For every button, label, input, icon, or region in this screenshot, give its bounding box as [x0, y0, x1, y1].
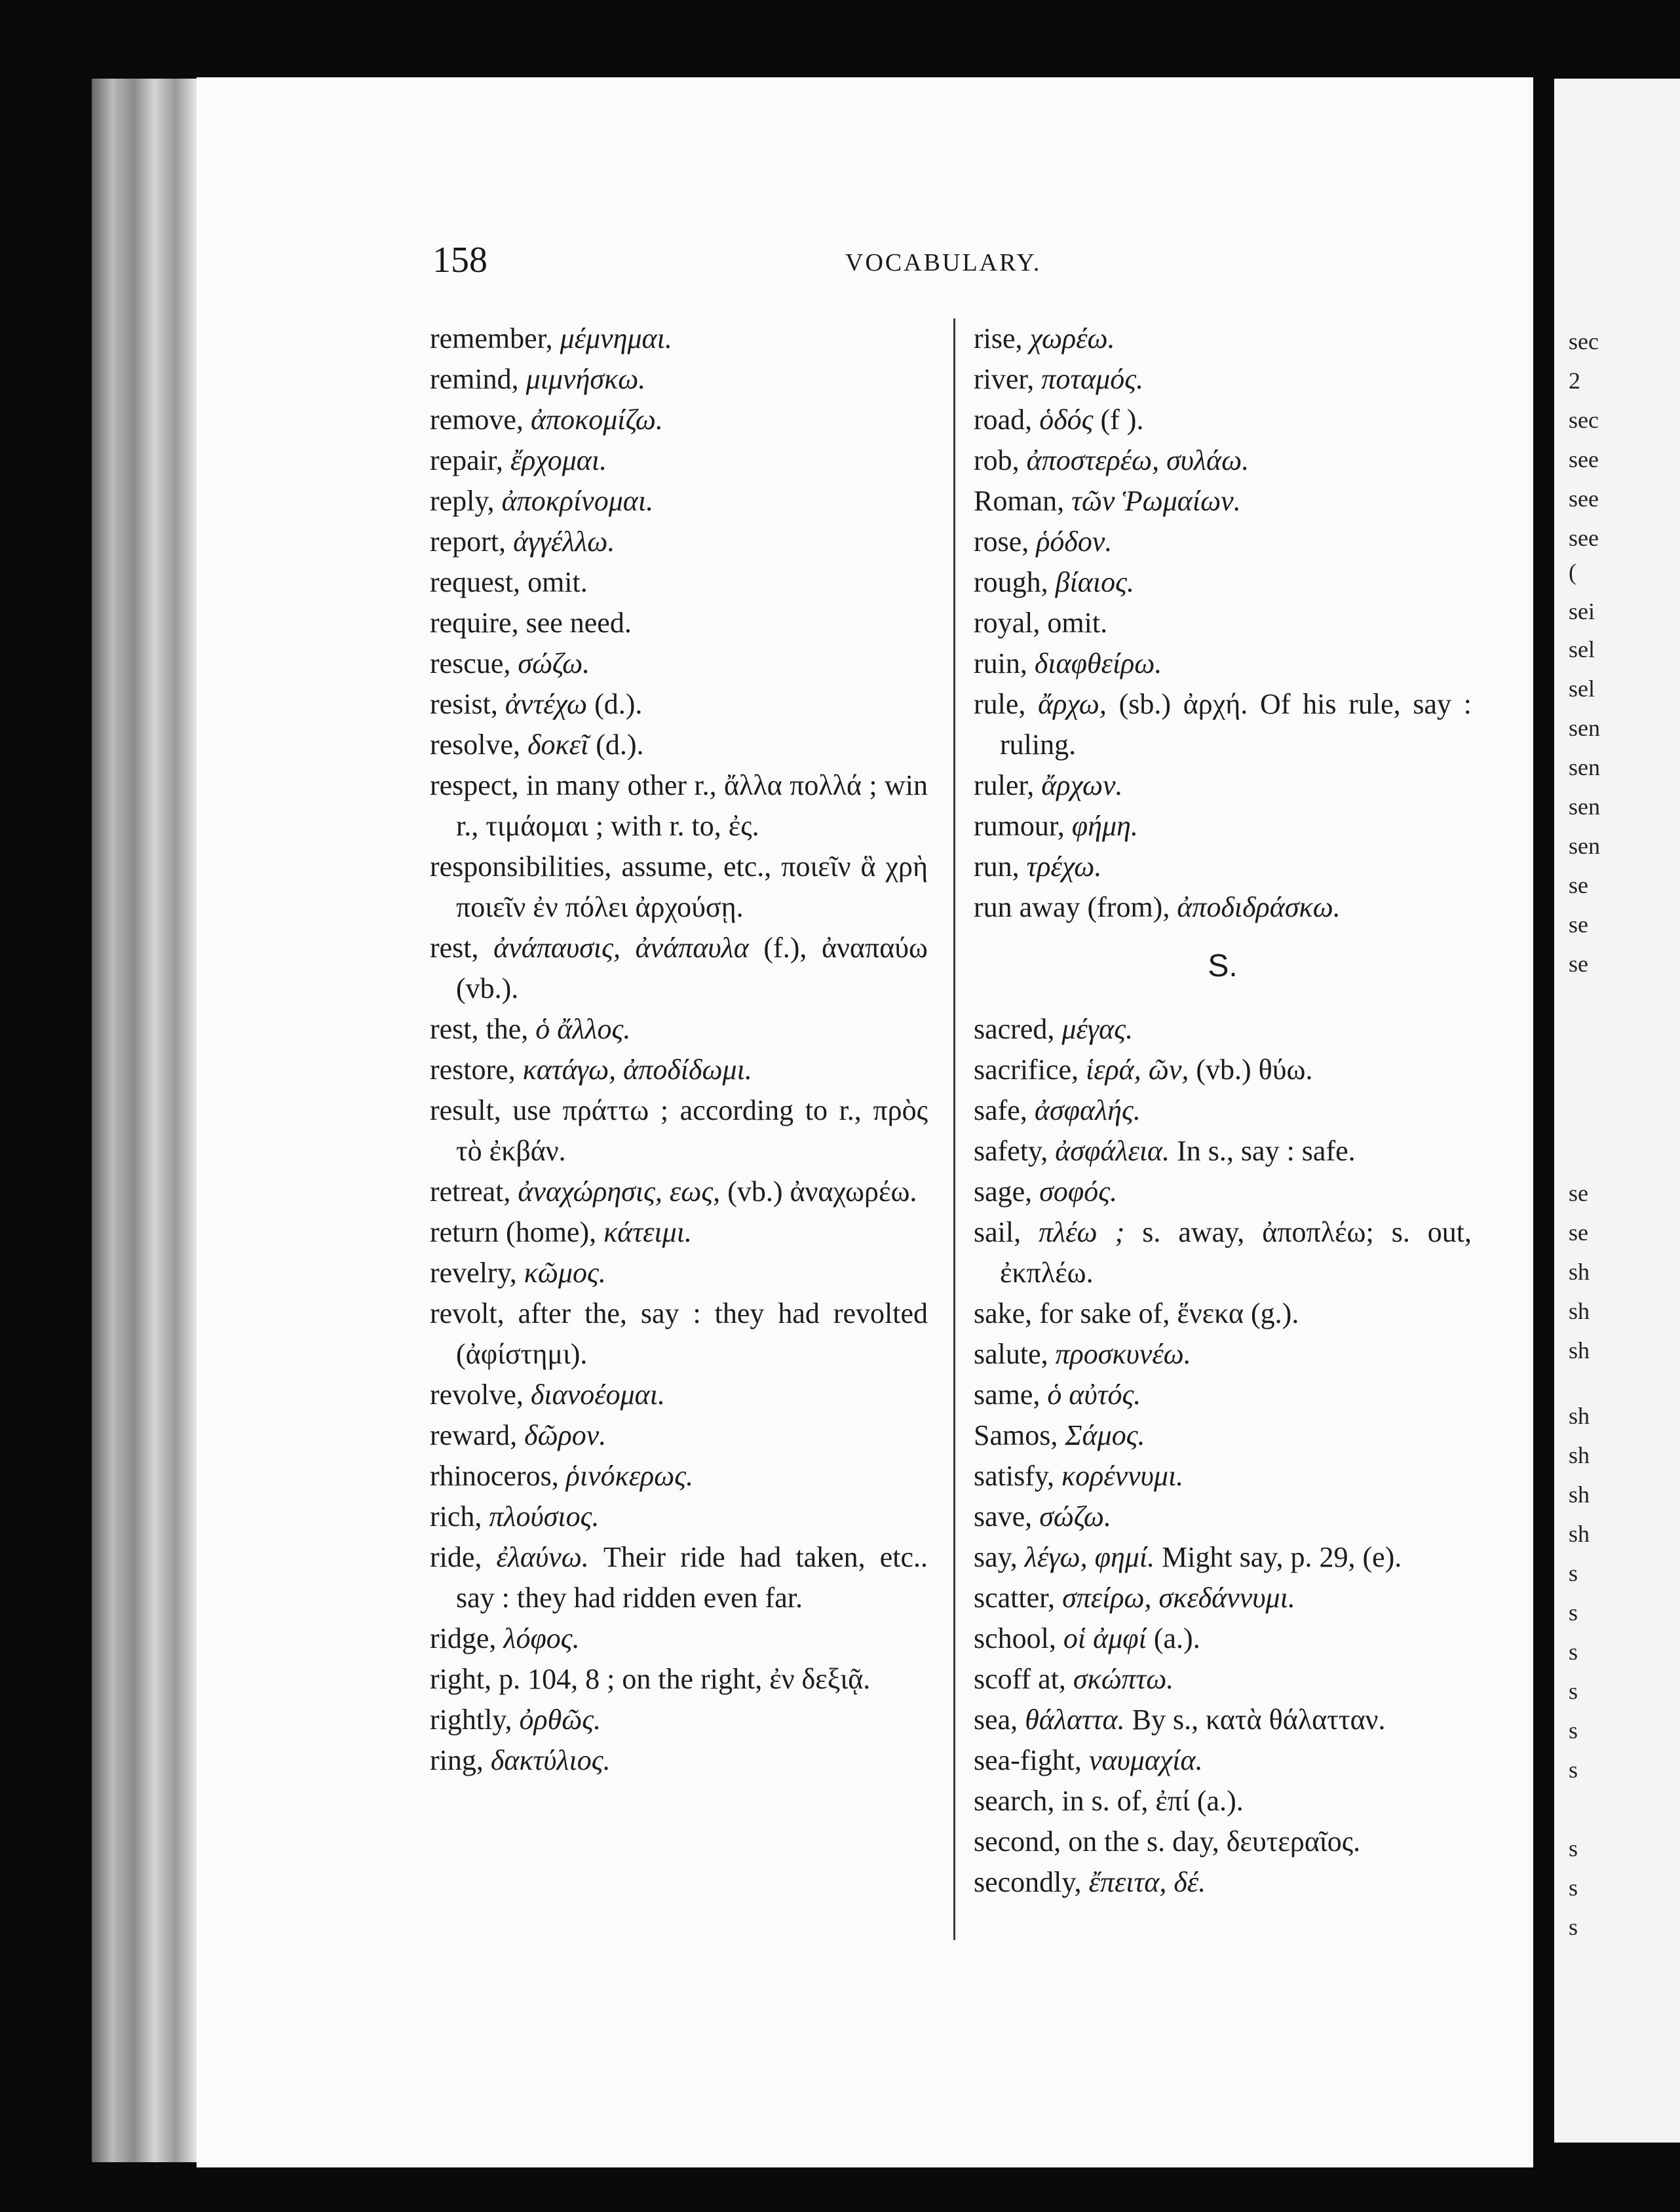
greek-gloss: ἀποδιδράσκω.: [1177, 891, 1341, 923]
vocab-entry: [430, 359, 928, 400]
s-entries: [974, 1009, 1472, 1903]
greek-gloss: ὀρθῶς.: [519, 1704, 601, 1736]
vocab-entry: [974, 1821, 1472, 1862]
vocab-entry: [974, 643, 1472, 684]
headword: revolt,: [430, 1297, 505, 1329]
vocab-entry: [430, 847, 928, 928]
greek-gloss: ἀσφάλεια.: [1055, 1135, 1170, 1167]
vocab-entry: [974, 1740, 1472, 1781]
vocab-entry: [974, 1050, 1472, 1090]
vocab-entry: [430, 440, 928, 481]
vocab-entry: [974, 1375, 1472, 1415]
vocab-entry: [430, 725, 928, 765]
headword: request,: [430, 566, 521, 598]
next-page-text-fragment: sei: [1569, 598, 1595, 624]
greek-gloss: ἀποστερέω, συλάω.: [1026, 444, 1250, 476]
greek-gloss: μέμνημαι.: [560, 322, 672, 354]
headword: restore,: [430, 1054, 516, 1086]
vocab-entry: [974, 765, 1472, 806]
vocab-entry: [430, 1456, 928, 1497]
headword: resolve,: [430, 729, 521, 761]
entry-note: omit.: [1047, 607, 1108, 639]
vocab-entry: [974, 359, 1472, 400]
next-page-text-fragment: sel: [1569, 676, 1595, 702]
entry-note: omit.: [527, 566, 588, 598]
vocab-entry: [430, 1293, 928, 1375]
vocab-entry: [430, 1172, 928, 1212]
headword: sacred,: [974, 1013, 1055, 1045]
next-page-text-fragment: sen: [1569, 715, 1600, 741]
vocab-entry: [430, 1253, 928, 1293]
entry-note: p. 104, 8 ; on the right, ἐν δεξιᾷ.: [499, 1663, 871, 1695]
entry-note: (vb.) ἀναχωρέω.: [727, 1175, 917, 1208]
vocab-entry: [974, 481, 1472, 522]
r-entries: [974, 318, 1472, 928]
headword: rose,: [974, 525, 1029, 558]
next-page-text-fragment: see: [1569, 446, 1599, 472]
entry-note: on the s. day, δευτεραῖος.: [1068, 1825, 1361, 1858]
column-divider: [953, 318, 955, 1940]
next-page-text-fragment: sec: [1569, 328, 1599, 354]
headword: sage,: [974, 1175, 1033, 1208]
greek-gloss: μέγας.: [1061, 1013, 1134, 1045]
vocab-entry: [974, 400, 1472, 440]
headword: resist,: [430, 688, 498, 720]
next-page-text-fragment: s: [1569, 1757, 1578, 1783]
next-page-text-fragment: sh: [1569, 1442, 1590, 1468]
greek-gloss: δῶρον.: [524, 1419, 607, 1451]
next-page-text-fragment: sh: [1569, 1481, 1590, 1508]
next-page-text-fragment: s: [1569, 1835, 1578, 1861]
headword: repair,: [430, 444, 503, 476]
greek-gloss: οἱ ἀμφί: [1063, 1622, 1147, 1654]
vocab-entry: [430, 1497, 928, 1537]
next-page-text-fragment: se: [1569, 872, 1588, 898]
headword: rightly,: [430, 1704, 512, 1736]
headword: report,: [430, 525, 506, 558]
right-column: [974, 318, 1472, 1903]
vocab-entry: [430, 928, 928, 1009]
headword: rest, the,: [430, 1013, 529, 1045]
entry-note: s. away, ἀποπλέω; s. out, ἐκπλέω.: [1000, 1216, 1472, 1289]
vocab-entry: [974, 1862, 1472, 1903]
headword: retreat,: [430, 1175, 511, 1208]
vocab-entry: [974, 1781, 1472, 1821]
headword: revelry,: [430, 1257, 517, 1289]
vocab-entry: [974, 603, 1472, 643]
vocab-entry: [974, 1293, 1472, 1334]
headword: safety,: [974, 1135, 1048, 1167]
greek-gloss: ἔρχομαι.: [510, 444, 607, 476]
headword: save,: [974, 1500, 1033, 1533]
headword: run,: [974, 850, 1020, 883]
vocab-entry: [430, 643, 928, 684]
next-page-text-fragment: s: [1569, 1599, 1578, 1626]
next-page-text-fragment: sh: [1569, 1298, 1590, 1324]
next-page-text-fragment: se: [1569, 1180, 1588, 1206]
greek-gloss: ἔπειτα, δέ.: [1088, 1866, 1206, 1898]
headword: school,: [974, 1622, 1056, 1654]
vocab-entry: [974, 1497, 1472, 1537]
vocab-entry: [430, 1537, 928, 1618]
greek-gloss: τρέχω.: [1026, 850, 1102, 883]
headword: revolve,: [430, 1379, 524, 1411]
headword: rescue,: [430, 647, 511, 679]
next-page-text-fragment: sen: [1569, 754, 1600, 780]
next-page-text-fragment: sen: [1569, 793, 1600, 820]
headword: ridge,: [430, 1622, 497, 1654]
entry-note: Their ride had taken, etc.. say : they had ridden even far.: [456, 1541, 928, 1614]
greek-gloss: κατάγω, ἀποδίδωμι.: [522, 1054, 752, 1086]
greek-gloss: διαφθείρω.: [1034, 647, 1162, 679]
headword: remember,: [430, 322, 553, 354]
greek-gloss: ἀγγέλλω.: [513, 525, 615, 558]
headword: salute,: [974, 1338, 1048, 1370]
greek-gloss: ἱερά, ῶν,: [1086, 1054, 1189, 1086]
headword: remind,: [430, 363, 519, 395]
next-page-text-fragment: se: [1569, 911, 1588, 938]
next-page-fragment: [1554, 79, 1680, 2143]
vocab-entry: [430, 318, 928, 359]
entry-note: (d.).: [594, 688, 643, 720]
headword: Samos,: [974, 1419, 1058, 1451]
next-page-text-fragment: see: [1569, 525, 1599, 551]
next-page-text-fragment: se: [1569, 951, 1588, 977]
headword: sea,: [974, 1704, 1018, 1736]
greek-gloss: θάλαττα.: [1025, 1704, 1125, 1736]
next-page-text-fragment: s: [1569, 1678, 1578, 1704]
vocab-entry: [974, 1415, 1472, 1456]
greek-gloss: ἀναχώρησις, εως,: [518, 1175, 721, 1208]
vocab-entry: [974, 887, 1472, 928]
entry-note: in s. of, ἐπί (a.).: [1061, 1785, 1244, 1817]
next-page-text-fragment: (: [1569, 559, 1576, 585]
greek-gloss: ἀποκρίνομαι.: [501, 485, 654, 517]
headword: return (home),: [430, 1216, 597, 1248]
greek-gloss: προσκυνέω.: [1055, 1338, 1191, 1370]
entry-note: (sb.) ἀρχή. Of his rule, say : ruling.: [1000, 688, 1472, 761]
headword: responsibilities,: [430, 850, 612, 883]
greek-gloss: σοφός.: [1039, 1175, 1118, 1208]
next-page-text-fragment: sh: [1569, 1403, 1590, 1429]
greek-gloss: ἄρχω,: [1038, 688, 1107, 720]
greek-gloss: πλέω ;: [1039, 1216, 1125, 1248]
greek-gloss: κορέννυμι.: [1061, 1460, 1184, 1492]
next-page-text-fragment: s: [1569, 1717, 1578, 1744]
vocab-entry: [974, 1456, 1472, 1497]
headword: right,: [430, 1663, 492, 1695]
vocab-entry: [430, 1375, 928, 1415]
entry-note: after the, say : they had revolted (ἀφίστημι).: [456, 1297, 928, 1370]
headword: scoff at,: [974, 1663, 1066, 1695]
vocab-entry: [974, 684, 1472, 765]
greek-gloss: ὁ αὐτός.: [1047, 1379, 1141, 1411]
greek-gloss: βίαιος.: [1055, 566, 1134, 598]
entry-note: By s., κατὰ θάλατταν.: [1132, 1704, 1386, 1736]
vocab-entry: [430, 1659, 928, 1700]
vocab-entry: [974, 440, 1472, 481]
greek-gloss: ῥόδον.: [1036, 525, 1113, 558]
headword: scatter,: [974, 1582, 1056, 1614]
headword: say,: [974, 1541, 1018, 1573]
vocab-entry: [974, 1131, 1472, 1172]
vocab-entry: [974, 1212, 1472, 1293]
vocab-entry: [430, 765, 928, 847]
vocab-entry: [974, 1700, 1472, 1740]
next-page-text-fragment: see: [1569, 486, 1599, 512]
headword: rough,: [974, 566, 1048, 598]
greek-gloss: χωρέω.: [1029, 322, 1115, 354]
vocab-entry: [974, 1578, 1472, 1618]
greek-gloss: ὁδός: [1039, 404, 1094, 436]
greek-gloss: ὁ ἄλλος.: [535, 1013, 631, 1045]
vocab-entry: [974, 806, 1472, 847]
headword: sea-fight,: [974, 1744, 1082, 1776]
headword: rule,: [974, 688, 1026, 720]
vocab-entry: [974, 1618, 1472, 1659]
vocab-entry: [430, 562, 928, 603]
greek-gloss: σώζω.: [1039, 1500, 1111, 1533]
next-page-text-fragment: sec: [1569, 407, 1599, 433]
vocab-entry: [430, 1009, 928, 1050]
greek-gloss: ἀνάπαυσις, ἀνάπαυλα: [493, 932, 749, 964]
entry-note: Might say, p. 29, (e).: [1162, 1541, 1402, 1573]
greek-gloss: διανοέομαι.: [530, 1379, 665, 1411]
greek-gloss: τῶν Ῥωμαίων.: [1071, 485, 1241, 517]
vocab-entry: [430, 400, 928, 440]
next-page-text-fragment: s: [1569, 1875, 1578, 1901]
headword: search,: [974, 1785, 1055, 1817]
entry-note: for sake of, ἕνεκα (g.).: [1039, 1297, 1299, 1329]
left-column: [430, 318, 928, 1781]
headword: ring,: [430, 1744, 484, 1776]
entry-note: (f.), ἀναπαύω (vb.).: [456, 932, 928, 1004]
entry-note: see need.: [525, 607, 632, 639]
next-page-text-fragment: se: [1569, 1219, 1588, 1246]
vocab-entry: [974, 1090, 1472, 1131]
headword: second,: [974, 1825, 1061, 1858]
greek-gloss: ῥινόκερως.: [565, 1460, 694, 1492]
vocab-entry: [974, 522, 1472, 562]
entry-note: use πράττω ; according to r., πρὸς τὸ ἐκβάν.: [456, 1094, 928, 1167]
greek-gloss: ἀσφαλής.: [1034, 1094, 1141, 1126]
headword: satisfy,: [974, 1460, 1055, 1492]
greek-gloss: ἄρχων.: [1041, 769, 1123, 801]
headword: reply,: [430, 485, 495, 517]
greek-gloss: ἐλαύνω.: [496, 1541, 589, 1573]
greek-gloss: Σάμος.: [1065, 1419, 1145, 1451]
running-head: VOCABULARY.: [845, 249, 1042, 276]
headword: rise,: [974, 322, 1023, 354]
entry-note: (a.).: [1153, 1622, 1200, 1654]
headword: run away (from),: [974, 891, 1170, 923]
headword: require,: [430, 607, 519, 639]
vocab-entry: [430, 1090, 928, 1172]
vocab-entry: [430, 481, 928, 522]
headword: secondly,: [974, 1866, 1082, 1898]
greek-gloss: λόφος.: [503, 1622, 580, 1654]
page-edge-strip: [92, 79, 197, 2162]
next-page-text-fragment: sh: [1569, 1521, 1590, 1547]
headword: ruin,: [974, 647, 1027, 679]
next-page-text-fragment: sen: [1569, 833, 1600, 859]
headword: result,: [430, 1094, 501, 1126]
vocab-entry: [974, 1009, 1472, 1050]
greek-gloss: σκώπτω.: [1073, 1663, 1174, 1695]
vocab-entry: [430, 684, 928, 725]
greek-gloss: μιμνήσκω.: [525, 363, 646, 395]
headword: same,: [974, 1379, 1040, 1411]
greek-gloss: σπείρω, σκεδάννυμι.: [1062, 1582, 1295, 1614]
vocab-entry: [430, 1740, 928, 1781]
headword: rich,: [430, 1500, 482, 1533]
next-page-text-fragment: s: [1569, 1914, 1578, 1940]
vocab-entry: [974, 1659, 1472, 1700]
headword: sacrifice,: [974, 1054, 1079, 1086]
headword: ruler,: [974, 769, 1035, 801]
section-heading: S.: [1208, 949, 1238, 983]
headword: rob,: [974, 444, 1020, 476]
headword: respect,: [430, 769, 519, 801]
vocab-entry: [430, 1050, 928, 1090]
vocab-entry: [430, 1415, 928, 1456]
headword: sake,: [974, 1297, 1033, 1329]
headword: river,: [974, 363, 1035, 395]
next-page-text-fragment: s: [1569, 1560, 1578, 1586]
greek-gloss: κῶμος.: [524, 1257, 606, 1289]
vocab-entry: [430, 1618, 928, 1659]
headword: remove,: [430, 404, 524, 436]
greek-gloss: πλούσιος.: [489, 1500, 600, 1533]
headword: safe,: [974, 1094, 1027, 1126]
entry-note: assume, etc., ποιεῖν ἃ χρὴ ποιεῖν ἐν πόλει ἀρχούσῃ.: [456, 850, 928, 923]
next-page-text-fragment: sh: [1569, 1259, 1590, 1285]
vocab-entry: [430, 1700, 928, 1740]
vocab-entry: [974, 1537, 1472, 1578]
next-page-text-fragment: s: [1569, 1639, 1578, 1665]
entry-note: (vb.) θύω.: [1196, 1054, 1313, 1086]
next-page-text-fragment: sh: [1569, 1337, 1590, 1363]
greek-gloss: δοκεῖ: [527, 729, 589, 761]
vocab-entry: [974, 847, 1472, 887]
vocab-entry: [974, 1334, 1472, 1375]
headword: reward,: [430, 1419, 518, 1451]
vocab-entry: [974, 318, 1472, 359]
entry-note: (d.).: [596, 729, 644, 761]
vocab-entry: [430, 603, 928, 643]
headword: road,: [974, 404, 1033, 436]
greek-gloss: φήμη.: [1071, 810, 1138, 842]
headword: rhinoceros,: [430, 1460, 559, 1492]
headword: sail,: [974, 1216, 1021, 1248]
vocab-entry: [430, 522, 928, 562]
headword: Roman,: [974, 485, 1065, 517]
vocab-entry: [430, 1212, 928, 1253]
greek-gloss: ἀποκομίζω.: [530, 404, 663, 436]
headword: ride,: [430, 1541, 482, 1573]
vocab-entry: [974, 1172, 1472, 1212]
page-header: [432, 239, 1481, 278]
greek-gloss: κάτειμι.: [603, 1216, 692, 1248]
greek-gloss: λέγω, φημί.: [1024, 1541, 1155, 1573]
greek-gloss: ἀντέχω: [505, 688, 588, 720]
headword: royal,: [974, 607, 1040, 639]
next-page-text-fragment: sel: [1569, 636, 1595, 662]
greek-gloss: ποταμός.: [1041, 363, 1144, 395]
entry-note: In s., say : safe.: [1177, 1135, 1356, 1167]
vocab-entry: [974, 562, 1472, 603]
next-page-text-fragment: 2: [1569, 368, 1580, 394]
greek-gloss: ναυμαχία.: [1088, 1744, 1203, 1776]
entry-note: (f ).: [1100, 404, 1144, 436]
entry-note: in many other r., ἄλλα πολλά ; win r., τιμάομαι ; with r. to, ἐς.: [456, 769, 928, 842]
greek-gloss: σώζω.: [518, 647, 590, 679]
headword: rumour,: [974, 810, 1065, 842]
headword: rest,: [430, 932, 479, 964]
page-number: 158: [432, 240, 487, 280]
greek-gloss: δακτύλιος.: [490, 1744, 611, 1776]
